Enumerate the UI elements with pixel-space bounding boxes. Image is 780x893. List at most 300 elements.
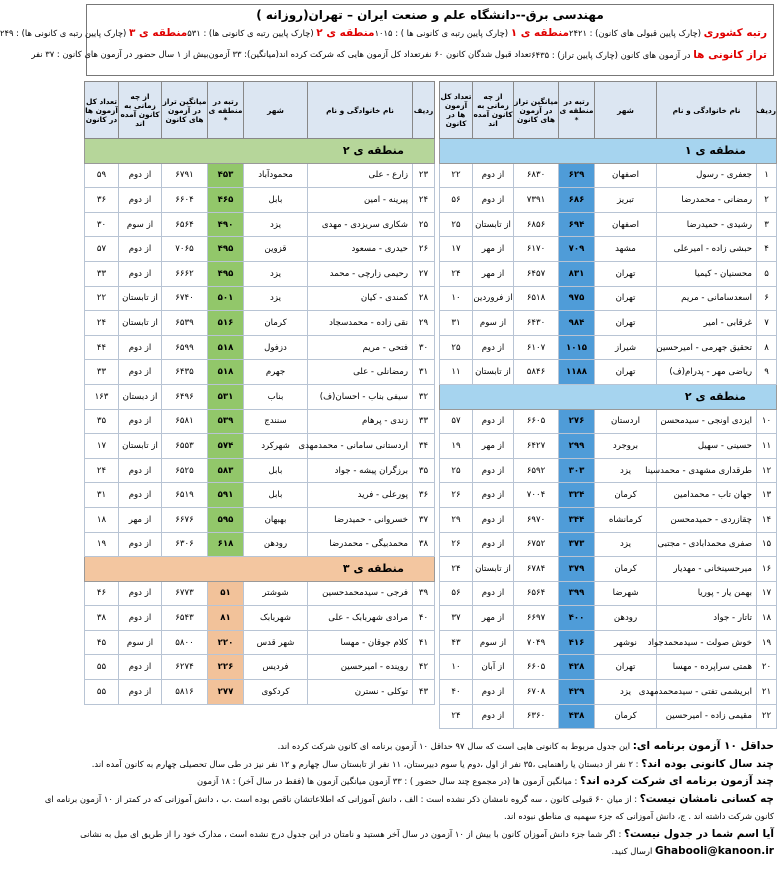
table-row xyxy=(85,311,435,336)
cell-start: از دوم xyxy=(473,409,514,434)
cell-start: از دوم xyxy=(119,163,162,188)
cell-name: برزگران پیشه - جواد xyxy=(308,458,413,483)
cell-city: قزوین xyxy=(244,237,308,262)
table-header-row xyxy=(85,82,435,139)
cell-score: ۶۷۴۰ xyxy=(162,286,208,311)
table-row xyxy=(85,680,435,705)
cell-name: ابریشمی تفتی - سیدمحمدمهدی xyxy=(657,680,757,705)
cell-count: ۵۷ xyxy=(440,409,473,434)
cell-rank: ۱۱۸۸ xyxy=(559,360,595,385)
table-row xyxy=(440,335,777,360)
cell-name: ریاضی مهر - پدرام(ف) xyxy=(657,360,757,385)
cell-idx: ۲ xyxy=(757,188,777,213)
cell-count: ۲۴ xyxy=(440,704,473,729)
cell-count: ۲۵ xyxy=(440,212,473,237)
cell-city: فردیس xyxy=(244,655,308,680)
cell-name: رمضانی - محمدرضا xyxy=(657,188,757,213)
col-rank: رتبه در منطقه ی * xyxy=(208,82,244,139)
cell-city: یزد xyxy=(244,261,308,286)
table-row xyxy=(440,409,777,434)
left-table xyxy=(84,81,435,705)
cell-rank: ۹۸۴ xyxy=(559,311,595,336)
cell-start: از دوم xyxy=(473,188,514,213)
cell-name: رشیدی - حمیدرضا xyxy=(657,212,757,237)
cell-idx: ۲۰ xyxy=(757,655,777,680)
cell-start: از سوم xyxy=(473,311,514,336)
table-row xyxy=(440,360,777,385)
cell-idx: ۳۵ xyxy=(413,458,435,483)
cell-city: یزد xyxy=(595,680,657,705)
cell-start: از دوم xyxy=(119,360,162,385)
table-row xyxy=(440,507,777,532)
cell-name: جهان تاب - محمدامین xyxy=(657,483,757,508)
cell-city: محمودآباد xyxy=(244,163,308,188)
cell-name: حبشی زاده - امیرعلی xyxy=(657,237,757,262)
email-link[interactable]: Ghabooli@kanoon.ir xyxy=(654,845,774,857)
cell-idx: ۱۰ xyxy=(757,409,777,434)
cell-rank: ۶۸۶ xyxy=(559,188,595,213)
cell-rank: ۵۱۸ xyxy=(208,335,244,360)
header-row-ranks xyxy=(0,27,767,39)
cell-rank: ۶۹۴ xyxy=(559,212,595,237)
cell-name: زندی - پرهام xyxy=(308,409,413,434)
cell-start: از دوم xyxy=(119,680,162,705)
cell-name: زارع - علی xyxy=(308,163,413,188)
table-row xyxy=(440,680,777,705)
cell-score: ۶۵۶۴ xyxy=(162,212,208,237)
cell-city: شهربابک xyxy=(244,606,308,631)
col-city: شهر xyxy=(595,82,657,139)
cell-rank: ۳۹۹ xyxy=(559,581,595,606)
cell-count: ۲۴ xyxy=(85,458,119,483)
cell-city: کردکوی xyxy=(244,680,308,705)
cell-count: ۴۵ xyxy=(85,630,119,655)
cell-start: از دوم xyxy=(119,532,162,557)
table-row xyxy=(440,630,777,655)
cell-start: از دبستان xyxy=(119,384,162,409)
cell-rank: ۴۹۵ xyxy=(208,261,244,286)
cell-rank: ۲۲۰ xyxy=(208,630,244,655)
cell-score: ۶۸۳۰ xyxy=(514,163,559,188)
cell-rank: ۴۶۵ xyxy=(208,188,244,213)
col-score: میانگین تراز در آزمون های کانون xyxy=(514,82,559,139)
cell-count: ۴۳ xyxy=(440,630,473,655)
cell-score: ۶۵۲۵ xyxy=(162,458,208,483)
cell-score: ۶۶۰۵ xyxy=(514,409,559,434)
region-header xyxy=(85,557,435,582)
cell-start: از فروردین xyxy=(473,286,514,311)
cell-count: ۱۷ xyxy=(85,434,119,459)
cell-score: ۶۲۷۴ xyxy=(162,655,208,680)
cell-rank: ۵۰۱ xyxy=(208,286,244,311)
table-row xyxy=(440,188,777,213)
cell-rank: ۵۹۱ xyxy=(208,483,244,508)
cell-city: شیراز xyxy=(595,335,657,360)
cell-city: تهران xyxy=(595,360,657,385)
cell-score: ۶۵۸۱ xyxy=(162,409,208,434)
cell-city: کرمان xyxy=(595,483,657,508)
col-count: تعداد کل آزمون ها در کانون xyxy=(85,82,119,139)
cell-start: از آبان xyxy=(473,655,514,680)
col-start: از چه زمانی به کانون آمده اند xyxy=(473,82,514,139)
cell-name: اسعدسامانی - مریم xyxy=(657,286,757,311)
note-min-exams: حداقل ۱۰ آزمون برنامه ای: این جدول مربوط به کانونی هایی است که سال ۹۷ حداقل ۱۰ آزمون برنامه ای کانون شرکت کرده اند. xyxy=(277,740,774,752)
cell-name: فرجی - سیدمحمدحسین xyxy=(308,581,413,606)
region-header xyxy=(440,139,777,164)
cell-rank: ۳۴۴ xyxy=(559,507,595,532)
right-table xyxy=(439,81,777,729)
cell-start: از تابستان xyxy=(473,212,514,237)
cell-rank: ۲۹۹ xyxy=(559,434,595,459)
cell-city: شهر قدس xyxy=(244,630,308,655)
cell-city: جهرم xyxy=(244,360,308,385)
cell-start: از دوم xyxy=(473,335,514,360)
cell-rank: ۲۷۶ xyxy=(559,409,595,434)
table-row xyxy=(440,458,777,483)
cell-count: ۳۱ xyxy=(85,483,119,508)
cell-idx: ۷ xyxy=(757,311,777,336)
table-row xyxy=(85,581,435,606)
table-row xyxy=(85,261,435,286)
cell-rank: ۵۸۳ xyxy=(208,458,244,483)
cell-idx: ۴۰ xyxy=(413,606,435,631)
cell-start: از دوم xyxy=(119,335,162,360)
cell-name: نقی زاده - محمدسجاد xyxy=(308,311,413,336)
table-row xyxy=(440,557,777,582)
cell-rank: ۵۱۶ xyxy=(208,311,244,336)
cell-score: ۶۶۰۵ xyxy=(514,655,559,680)
cell-score: ۶۴۳۰ xyxy=(514,311,559,336)
cell-score: ۶۱۷۰ xyxy=(514,237,559,262)
cell-start: از دوم xyxy=(473,458,514,483)
cell-rank: ۳۰۳ xyxy=(559,458,595,483)
cell-name: پورعلی - فرید xyxy=(308,483,413,508)
cell-rank: ۴۰۰ xyxy=(559,606,595,631)
cell-city: تبریز xyxy=(595,188,657,213)
table-row xyxy=(85,384,435,409)
cell-rank: ۲۷۷ xyxy=(208,680,244,705)
cell-name: خسروانی - حمیدرضا xyxy=(308,507,413,532)
cell-rank: ۴۲۹ xyxy=(559,680,595,705)
cell-score: ۶۶۷۶ xyxy=(162,507,208,532)
cell-name: محسنیان - کیمیا xyxy=(657,261,757,286)
cell-idx: ۱ xyxy=(757,163,777,188)
cell-count: ۳۰ xyxy=(85,212,119,237)
cell-idx: ۲۱ xyxy=(757,680,777,705)
note-not-listed: آیا اسم شما در جدول نیست؟ : اگر شما جزء دانش آموزان کانون با بیش از ۱۰ آزمون در سال آخر هستید و نامتان در این جدول درج نشده است ، مدارک خود را از طریق ای میل به نشانی xyxy=(80,827,774,840)
region-header xyxy=(85,139,435,164)
cell-city: شهرکرد xyxy=(244,434,308,459)
cell-idx: ۳۴ xyxy=(413,434,435,459)
cell-count: ۲۲ xyxy=(85,286,119,311)
cell-start: از دوم xyxy=(119,261,162,286)
table-row xyxy=(85,434,435,459)
cell-idx: ۱۵ xyxy=(757,532,777,557)
cell-rank: ۱۰۱۵ xyxy=(559,335,595,360)
note-missing-cont: کانون شرکت داشته اند . ج، دانش آموزانی که جزء سهمیه ی مناطق نبوده اند. xyxy=(503,811,774,821)
table-row xyxy=(85,188,435,213)
cell-rank: ۴۹۵ xyxy=(208,237,244,262)
table-row xyxy=(85,606,435,631)
cell-count: ۵۹ xyxy=(85,163,119,188)
cell-name: طرقداری مشهدی - محمدسینا xyxy=(657,458,757,483)
cell-idx: ۳۰ xyxy=(413,335,435,360)
score-quartile: تراز کانونی ها در آزمون های کانون (چارک پایین تراز) : ۶۴۳۵ xyxy=(531,49,767,61)
cell-count: ۳۱ xyxy=(440,311,473,336)
cell-name: فتحی - مریم xyxy=(308,335,413,360)
cell-rank: ۸۳۱ xyxy=(559,261,595,286)
cell-name: محمدبیگی - محمدرضا xyxy=(308,532,413,557)
col-idx: ردیف xyxy=(413,82,435,139)
cell-city: کرمان xyxy=(595,557,657,582)
cell-name: رحیمی زارچی - محمد xyxy=(308,261,413,286)
cell-rank: ۳۲۴ xyxy=(559,483,595,508)
table-row xyxy=(440,581,777,606)
cell-rank: ۵۷۴ xyxy=(208,434,244,459)
cell-score: ۶۶۹۷ xyxy=(514,606,559,631)
cell-count: ۳۶ xyxy=(85,188,119,213)
region-title: منطقه ی ۳ xyxy=(85,557,435,582)
cell-idx: ۲۹ xyxy=(413,311,435,336)
cell-name: مقیمی زاده - امیرحسین xyxy=(657,704,757,729)
cell-idx: ۱۸ xyxy=(757,606,777,631)
cell-score: ۶۶۰۴ xyxy=(162,188,208,213)
cell-score: ۶۷۹۱ xyxy=(162,163,208,188)
cell-count: ۲۹ xyxy=(440,507,473,532)
col-start: از چه زمانی به کانون آمده اند xyxy=(119,82,162,139)
cell-name: همتی سراپرده - مهسا xyxy=(657,655,757,680)
cell-rank: ۵۳۹ xyxy=(208,409,244,434)
cell-city: تهران xyxy=(595,655,657,680)
cell-score: ۷۳۹۱ xyxy=(514,188,559,213)
col-idx: ردیف xyxy=(757,82,777,139)
cell-idx: ۲۵ xyxy=(413,212,435,237)
cell-idx: ۳۶ xyxy=(413,483,435,508)
cell-start: از تابستان xyxy=(119,286,162,311)
cell-city: مشهد xyxy=(595,237,657,262)
page-title: مهندسی برق--دانشگاه علم و صنعت ایران – تهران(روزانه ) xyxy=(256,8,604,22)
cell-idx: ۳۲ xyxy=(413,384,435,409)
table-row xyxy=(440,286,777,311)
cell-rank: ۶۱۸ xyxy=(208,532,244,557)
cell-idx: ۱۳ xyxy=(757,483,777,508)
cell-rank: ۵۳۱ xyxy=(208,384,244,409)
table-row xyxy=(440,655,777,680)
cell-idx: ۳۸ xyxy=(413,532,435,557)
cell-start: از دوم xyxy=(119,237,162,262)
cell-idx: ۳۱ xyxy=(413,360,435,385)
cell-name: صفری محمدابادی - مجتبی xyxy=(657,532,757,557)
cell-name: حیدری - مسعود xyxy=(308,237,413,262)
table-row xyxy=(440,532,777,557)
cell-start: از دوم xyxy=(473,163,514,188)
region-title: منطقه ی ۲ xyxy=(85,139,435,164)
table-row xyxy=(440,237,777,262)
cell-count: ۵۷ xyxy=(85,237,119,262)
cell-idx: ۳۹ xyxy=(413,581,435,606)
cell-city: اردستان xyxy=(595,409,657,434)
cell-city: سنندج xyxy=(244,409,308,434)
cell-city: بابل xyxy=(244,483,308,508)
table-row xyxy=(85,630,435,655)
cell-count: ۲۲ xyxy=(440,163,473,188)
region1-rank: منطقه ی ۱ (چارک پایین رتبه ی کانونی ها ) : ۱۰۱۵ xyxy=(374,27,569,39)
cell-score: ۷۰۴۹ xyxy=(514,630,559,655)
note-years: چند سال کانونی بوده اند؟ : ۲ نفر از دبستان یا راهنمایی ،۳۵ نفر از اول ،دوم یا سوم دبیرستان، ۱۱ نفر از تابستان سال چهارم و ۱۲ نفر نیز در طی سال تحصیلی چهارم به کانون آمده اند. xyxy=(91,757,774,770)
cell-score: ۵۸۰۰ xyxy=(162,630,208,655)
table-row xyxy=(85,360,435,385)
cell-city: بروجرد xyxy=(595,434,657,459)
cell-start: از دوم xyxy=(473,680,514,705)
cell-rank: ۳۷۹ xyxy=(559,557,595,582)
cell-start: از سوم xyxy=(473,630,514,655)
cell-start: از دوم xyxy=(473,581,514,606)
cell-score: ۶۴۲۷ xyxy=(514,434,559,459)
note-email: Ghabooli@kanoon.ir ارسال کنید. xyxy=(611,845,774,857)
cell-idx: ۲۳ xyxy=(413,163,435,188)
cell-count: ۲۵ xyxy=(440,335,473,360)
cell-idx: ۴۳ xyxy=(413,680,435,705)
cell-score: ۶۵۴۳ xyxy=(162,606,208,631)
region-header xyxy=(440,384,777,409)
table-row xyxy=(440,163,777,188)
cell-name: کلام جوقان - مهسا xyxy=(308,630,413,655)
cell-city: تهران xyxy=(595,311,657,336)
cell-idx: ۲۷ xyxy=(413,261,435,286)
cell-count: ۲۶ xyxy=(440,532,473,557)
cell-score: ۶۵۵۳ xyxy=(162,434,208,459)
cell-rank: ۳۷۳ xyxy=(559,532,595,557)
cell-idx: ۸ xyxy=(757,335,777,360)
cell-city: تهران xyxy=(595,286,657,311)
cell-count: ۱۶۳ xyxy=(85,384,119,409)
cell-rank: ۴۱۶ xyxy=(559,630,595,655)
table-row xyxy=(440,261,777,286)
cell-city: یزد xyxy=(244,286,308,311)
table-row xyxy=(85,507,435,532)
cell-start: از دوم xyxy=(473,483,514,508)
table-row xyxy=(440,212,777,237)
table-row xyxy=(85,286,435,311)
cell-idx: ۱۷ xyxy=(757,581,777,606)
cell-rank: ۲۲۶ xyxy=(208,655,244,680)
cell-city: بهبهان xyxy=(244,507,308,532)
cell-idx: ۹ xyxy=(757,360,777,385)
cell-score: ۶۷۸۴ xyxy=(514,557,559,582)
cell-count: ۵۶ xyxy=(440,188,473,213)
cell-idx: ۶ xyxy=(757,286,777,311)
cell-score: ۷۰۶۵ xyxy=(162,237,208,262)
cell-rank: ۴۵۳ xyxy=(208,163,244,188)
note-missing: چه کسانی نامشان نیست؟ : از میان ۶۰ قبولی کانون ، سه گروه نامشان ذکر نشده است : الف ، دانش آموزانی که اطلاعاتشان ناقص بوده است .ب ، دانش آموزانی که در کمتر از ۱۰ آزمون برنامه ای xyxy=(44,792,774,805)
cell-idx: ۳۳ xyxy=(413,409,435,434)
cell-city: کرمان xyxy=(244,311,308,336)
cell-city: شهرضا xyxy=(595,581,657,606)
table-row xyxy=(85,212,435,237)
cell-start: از دوم xyxy=(119,655,162,680)
cell-score: ۶۴۹۶ xyxy=(162,384,208,409)
national-rank: رتبه کشوری (چارک پایین قبولی های کانون) : ۲۴۲۱ xyxy=(569,27,767,39)
cell-name: رمضانلی - علی xyxy=(308,360,413,385)
cell-score: ۶۴۵۷ xyxy=(514,261,559,286)
cell-start: از تابستان xyxy=(119,311,162,336)
cell-start: از دوم xyxy=(119,483,162,508)
cell-city: شوشتر xyxy=(244,581,308,606)
cell-count: ۴۶ xyxy=(85,581,119,606)
cell-name: روینده - امیرحسین xyxy=(308,655,413,680)
cell-city: رودهن xyxy=(244,532,308,557)
cell-name: غرقابی - امیر xyxy=(657,311,757,336)
cell-rank: ۴۳۸ xyxy=(559,704,595,729)
cell-score: ۶۵۹۲ xyxy=(514,458,559,483)
report-header xyxy=(0,4,774,76)
cell-idx: ۴ xyxy=(757,237,777,262)
cell-idx: ۲۸ xyxy=(413,286,435,311)
cell-city: یزد xyxy=(595,458,657,483)
table-row xyxy=(85,163,435,188)
cell-idx: ۲۶ xyxy=(413,237,435,262)
cell-score: ۷۰۰۴ xyxy=(514,483,559,508)
cell-start: از مهر xyxy=(473,434,514,459)
cell-start: از سوم xyxy=(119,630,162,655)
cell-count: ۱۰ xyxy=(440,655,473,680)
cell-city: یزد xyxy=(244,212,308,237)
col-name: نام خانوادگی و نام xyxy=(657,82,757,139)
cell-start: از دوم xyxy=(119,409,162,434)
cell-start: از دوم xyxy=(119,581,162,606)
cell-score: ۶۶۶۲ xyxy=(162,261,208,286)
cell-name: توکلی - نسترن xyxy=(308,680,413,705)
cell-city: دزفول xyxy=(244,335,308,360)
multi-year-count: بیش از ۱ سال حضور در آزمون های کانون : ۳۷ نفر xyxy=(31,49,209,59)
cell-name: اردستانی سامانی - محمدمهدی xyxy=(308,434,413,459)
cell-count: ۳۳ xyxy=(85,261,119,286)
accepted-count: تعداد قبول شدگان کانون ۶۰ نفر xyxy=(420,49,532,59)
table-row xyxy=(440,311,777,336)
cell-city: بابل xyxy=(244,458,308,483)
table-header-row xyxy=(440,82,777,139)
cell-name: شکاری سریزدی - مهدی xyxy=(308,212,413,237)
cell-start: از دوم xyxy=(119,188,162,213)
cell-score: ۵۸۴۶ xyxy=(514,360,559,385)
cell-start: از مهر xyxy=(473,237,514,262)
cell-start: از تابستان xyxy=(473,360,514,385)
cell-start: از دوم xyxy=(473,532,514,557)
cell-idx: ۱۶ xyxy=(757,557,777,582)
cell-name: ایزدی اونجی - سیدمحسن xyxy=(657,409,757,434)
cell-score: ۶۵۹۹ xyxy=(162,335,208,360)
cell-city: بناب xyxy=(244,384,308,409)
cell-count: ۲۶ xyxy=(440,483,473,508)
cell-rank: ۹۷۵ xyxy=(559,286,595,311)
cell-idx: ۳۷ xyxy=(413,507,435,532)
cell-count: ۱۹ xyxy=(440,434,473,459)
cell-rank: ۴۲۸ xyxy=(559,655,595,680)
cell-start: از تابستان xyxy=(473,557,514,582)
cell-idx: ۱۹ xyxy=(757,630,777,655)
cell-score: ۶۳۰۶ xyxy=(162,532,208,557)
cell-idx: ۱۱ xyxy=(757,434,777,459)
cell-city: بابل xyxy=(244,188,308,213)
cell-idx: ۴۱ xyxy=(413,630,435,655)
cell-start: از مهر xyxy=(119,507,162,532)
notes-section xyxy=(44,738,774,861)
cell-rank: ۶۲۹ xyxy=(559,163,595,188)
col-city: شهر xyxy=(244,82,308,139)
cell-rank: ۴۹۰ xyxy=(208,212,244,237)
cell-count: ۳۵ xyxy=(85,409,119,434)
cell-start: از دوم xyxy=(473,507,514,532)
